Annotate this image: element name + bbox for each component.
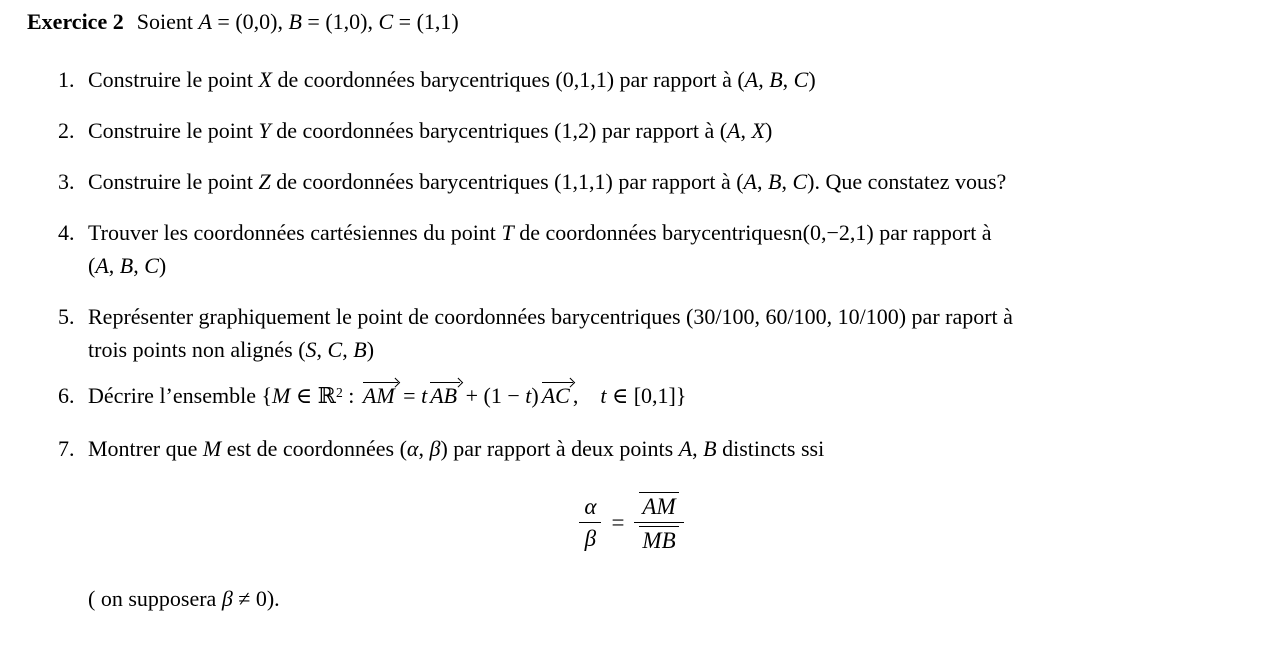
fraction-numerator [579, 494, 601, 523]
item-number: 7. [58, 436, 75, 461]
item-line [88, 432, 824, 465]
text-segment: S [305, 337, 317, 362]
text-segment: T [501, 220, 514, 245]
equation-inner [579, 492, 683, 554]
vector-notation [429, 384, 458, 407]
vector-notation [362, 384, 396, 407]
text-segment: Montrer que [88, 436, 203, 461]
item-line [88, 333, 1013, 366]
text-segment: , [692, 436, 704, 461]
text-segment: C [792, 169, 808, 194]
equation-display [0, 492, 1263, 554]
item-6 [58, 379, 686, 415]
item-line [88, 249, 992, 282]
item-line [88, 216, 992, 249]
text-segment: t [600, 383, 607, 408]
fraction-AM-MB [634, 492, 683, 554]
text-segment: Y [258, 118, 271, 143]
text-segment: de coordonnées barycentriques (0,1,1) par rapport à ( [271, 67, 745, 92]
text-segment: C [378, 9, 394, 34]
text-segment: ) [764, 118, 773, 143]
text-segment: A [743, 169, 757, 194]
text-segment: = [397, 383, 422, 408]
text-segment: , [572, 383, 601, 408]
item-line [88, 114, 772, 147]
item-number: 6. [58, 383, 75, 408]
fraction-denominator [634, 523, 683, 553]
text-segment: ) par rapport à deux points [440, 436, 679, 461]
text-segment: , [758, 67, 770, 92]
text-segment: AB [430, 383, 458, 408]
text-segment: ≠ 0). [232, 586, 280, 611]
text-segment: B [353, 337, 367, 362]
text-segment: X [258, 67, 272, 92]
vector-arrow-icon [542, 382, 573, 383]
alpha-symbol: α [584, 494, 597, 519]
text-segment: , [740, 118, 752, 143]
text-segment: ∈ [0,1]} [606, 383, 687, 408]
text-segment: , [781, 169, 793, 194]
signed-measure-MB: MB [639, 526, 678, 553]
item-number: 2. [58, 118, 75, 143]
text-segment: Trouver les coordonnées cartésiennes du point [88, 220, 502, 245]
item-7 [58, 432, 824, 465]
text-segment: B [703, 436, 717, 461]
text-segment: B [768, 169, 782, 194]
text-segment: Construire le point [88, 67, 259, 92]
equals-sign: = [611, 509, 625, 535]
vector-arrow-icon [430, 382, 460, 383]
text-segment: , [757, 169, 768, 194]
text-segment: = (1,0), [301, 9, 379, 34]
text-segment: , [782, 67, 794, 92]
text-segment: C [144, 253, 159, 278]
text-segment: ( [88, 253, 96, 278]
fraction-alpha-beta [579, 494, 601, 552]
item-line [88, 379, 686, 415]
item-5 [58, 300, 1013, 366]
text-segment: Construire le point [88, 118, 259, 143]
text-segment: C [793, 67, 809, 92]
text-segment: de coordonnées barycentriques (1,2) par rapport à ( [270, 118, 728, 143]
text-segment: ) [158, 253, 167, 278]
text-segment: Représenter graphiquement le point de coordonnées barycentriques (30/100, 60/100, 10/100) par raport à [88, 304, 1013, 329]
text-segment: C [327, 337, 343, 362]
text-segment: , [316, 337, 328, 362]
text-segment: distincts ssi [716, 436, 825, 461]
item-line [88, 300, 1013, 333]
text-segment: Z [258, 169, 271, 194]
text-segment: ). Que constatez vous? [807, 169, 1007, 194]
fraction-numerator [634, 492, 683, 523]
text-segment: B [288, 9, 302, 34]
text-segment: β [221, 586, 233, 611]
text-segment: + (1 − [460, 383, 526, 408]
text-segment: X [751, 118, 765, 143]
text-segment: = (0,0), [211, 9, 289, 34]
text-segment: B [769, 67, 783, 92]
text-segment: A [198, 9, 212, 34]
text-segment: AM [362, 383, 395, 408]
text-segment: A [727, 118, 741, 143]
text-segment: t [525, 383, 532, 408]
text-segment: β [429, 436, 441, 461]
text-segment: ( on supposera [88, 586, 222, 611]
text-segment: de coordonnées barycentriques (1,1,1) par rapport à ( [270, 169, 744, 194]
text-segment: B [119, 253, 134, 278]
text-segment: A [744, 67, 759, 92]
text-segment: A [95, 253, 109, 278]
text-segment: Construire le point [88, 169, 259, 194]
vector-arrow-icon [363, 382, 398, 383]
text-segment: est de coordonnées ( [221, 436, 407, 461]
exercise-label: Exercice 2 [27, 9, 124, 34]
signed-measure-AM: AM [639, 492, 678, 519]
text-segment: ∈ [290, 383, 318, 408]
text-segment: , [133, 253, 145, 278]
text-segment: Décrire l’ensemble { [88, 383, 273, 408]
text-segment: M [272, 383, 291, 408]
item-3 [58, 165, 1006, 198]
text-segment: α [406, 436, 419, 461]
exercise-header [27, 5, 459, 38]
text-segment: ) [808, 67, 816, 92]
item-4 [58, 216, 992, 282]
fraction-denominator [580, 523, 601, 551]
item-2 [58, 114, 772, 147]
item-1 [58, 63, 816, 96]
vector-notation [541, 384, 571, 407]
text-segment: , [108, 253, 120, 278]
text-segment: ) [531, 383, 539, 408]
item-line [88, 63, 816, 96]
text-segment: ℝ [317, 384, 336, 409]
text-segment: Soient [136, 9, 199, 34]
text-segment: AC [541, 383, 570, 408]
text-segment: , [418, 436, 430, 461]
text-segment: t [421, 383, 428, 408]
item-line [88, 165, 1006, 198]
item-number: 3. [58, 169, 75, 194]
text-segment: : [342, 383, 360, 408]
header-statement [137, 9, 459, 34]
text-segment: trois points non alignés ( [88, 337, 306, 362]
text-segment: ) [366, 337, 375, 362]
text-segment: , [342, 337, 354, 362]
beta-symbol: β [584, 526, 597, 552]
text-segment: 2 [335, 385, 343, 401]
item-number: 5. [58, 304, 75, 329]
item-number: 1. [58, 67, 75, 92]
footnote [88, 582, 280, 615]
text-segment: de coordonnées barycentriquesn(0,−2,1) par rapport à [513, 220, 992, 245]
text-segment: = (1,1) [393, 9, 459, 34]
item-number: 4. [58, 220, 75, 245]
text-segment: M [202, 436, 222, 461]
text-segment: A [678, 436, 693, 461]
